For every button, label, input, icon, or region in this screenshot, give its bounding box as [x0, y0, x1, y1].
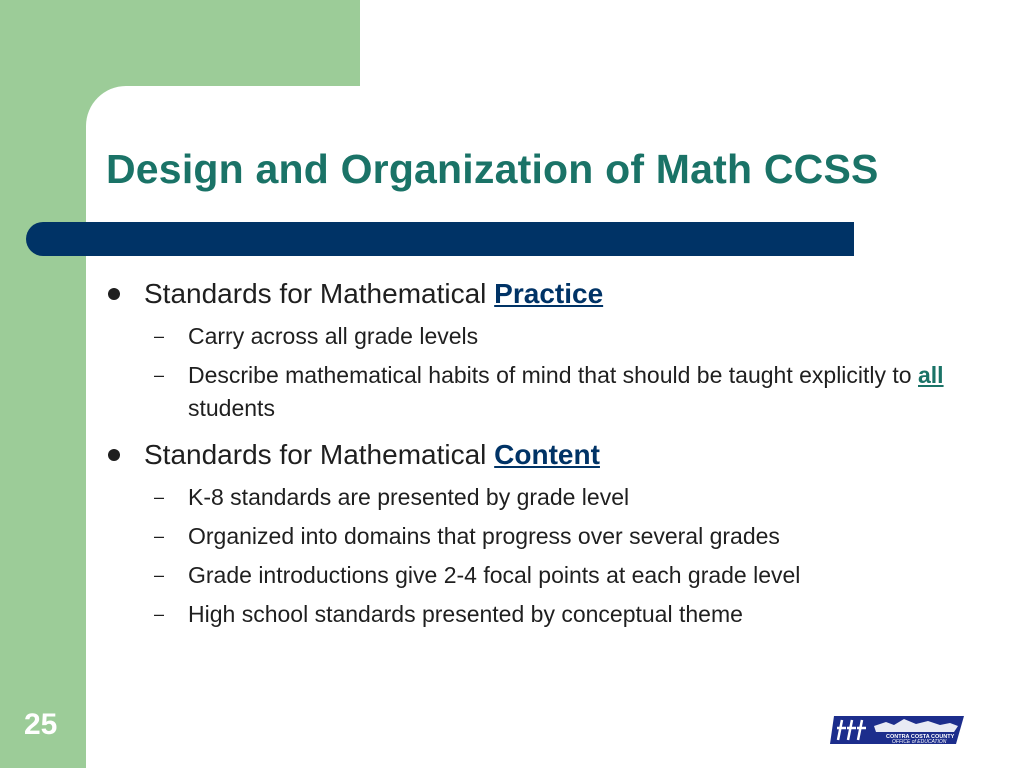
subitem-text-post: students [188, 395, 275, 421]
bullet-dot-icon [108, 449, 120, 461]
subitem [108, 320, 948, 353]
dash-icon: – [154, 487, 165, 507]
bullet-prefix: Standards for Mathematical [144, 439, 495, 470]
subitem [108, 359, 948, 425]
page-number: 25 [24, 708, 58, 741]
logo-line1: CONTRA COSTA COUNTY [886, 734, 955, 740]
subitem-text: Carry across all grade levels [188, 323, 479, 349]
dash-icon: – [154, 565, 165, 585]
slide-title: Design and Organization of Math CCSS [106, 146, 879, 192]
dash-icon: – [154, 526, 165, 546]
slide-content [108, 272, 988, 631]
bullet-emphasis: Practice [494, 278, 604, 309]
subitem [108, 520, 948, 553]
ccc-office-of-education-logo [826, 712, 966, 748]
bullet-content [108, 435, 988, 475]
subitem-text: Organized into domains that progress over several grades [188, 523, 780, 549]
subitem-text-pre: Describe mathematical habits of mind that should be taught explicitly to [188, 362, 918, 388]
bullet-prefix: Standards for Mathematical [144, 278, 495, 309]
top-right-white-block [360, 0, 1024, 86]
title-underline-bar [26, 222, 854, 256]
bullet-emphasis: Content [494, 439, 600, 470]
subitem [108, 481, 948, 514]
dash-icon: – [154, 326, 165, 346]
bullet-dot-icon [108, 288, 120, 300]
subitem-emphasis: all [918, 362, 944, 388]
subitem [108, 559, 948, 592]
logo-line2: OFFICE of EDUCATION [892, 739, 947, 745]
dash-icon: – [154, 604, 165, 624]
bullet-practice [108, 274, 988, 314]
subitem-text: High school standards presented by conceptual theme [188, 601, 743, 627]
subitem-text: Grade introductions give 2-4 focal points at each grade level [188, 562, 801, 588]
subitem [108, 598, 948, 631]
subitem-text: K-8 standards are presented by grade level [188, 484, 630, 510]
dash-icon: – [154, 365, 165, 385]
